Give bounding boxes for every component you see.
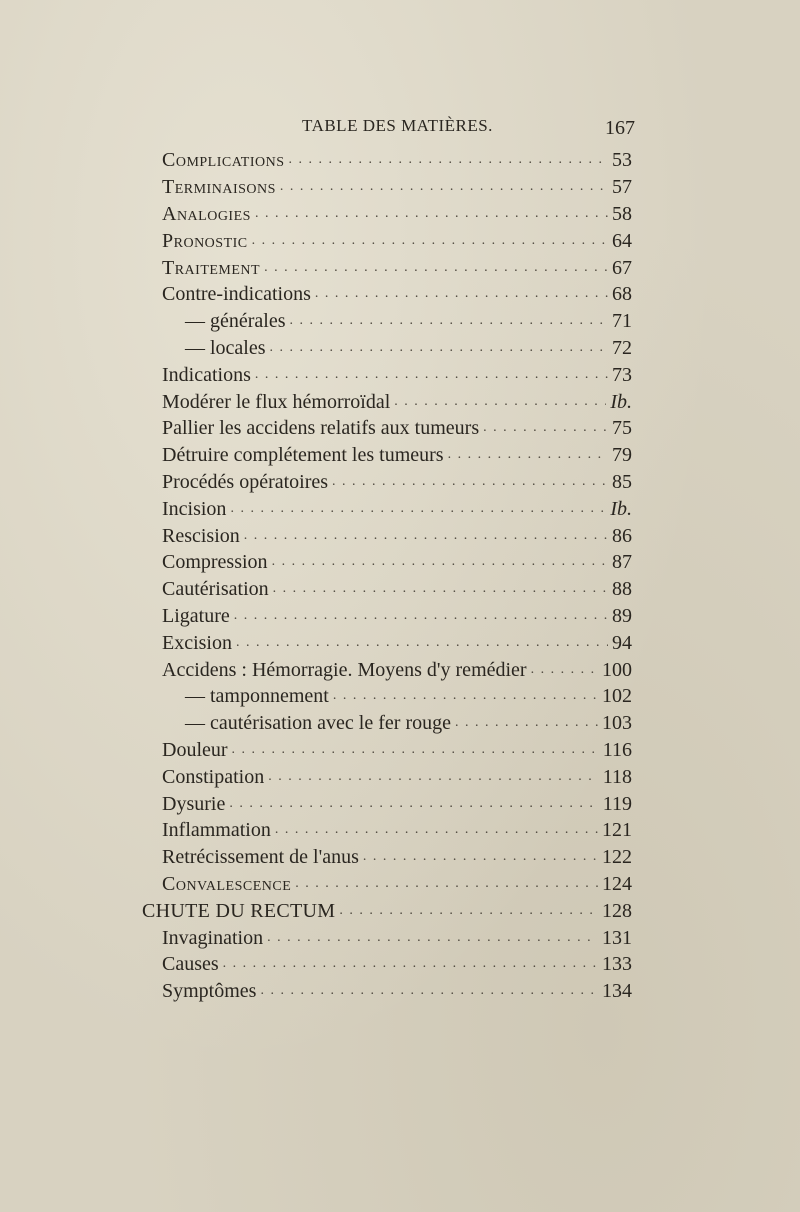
dot-leader (531, 658, 598, 682)
dot-leader (363, 845, 598, 869)
toc-entry-page: 57 (612, 176, 632, 199)
toc-entry (185, 308, 632, 335)
toc-entry-page: 87 (612, 551, 632, 574)
toc-entry-page: 75 (612, 417, 632, 440)
toc-entry-page: 85 (612, 470, 632, 493)
toc-entry-label: — générales (185, 310, 286, 333)
dot-leader (280, 175, 608, 199)
dot-leader (223, 952, 598, 976)
toc-entry-page: 89 (612, 604, 632, 627)
toc-entry (162, 629, 632, 656)
toc-entry-label: Symptômes (162, 980, 257, 1003)
toc-entry-label: Ligature (162, 604, 230, 627)
toc-entry-label: — cautérisation avec le fer rouge (185, 712, 451, 735)
toc-entry-page: 102 (602, 685, 632, 708)
dot-leader (267, 926, 598, 950)
toc-entry-label: Détruire complétement les tumeurs (162, 444, 444, 467)
toc-entry-page: 124 (602, 872, 632, 895)
toc-entry-label: Pronostic (162, 229, 248, 252)
toc-entry (162, 442, 632, 469)
toc-entry-label: Incision (162, 497, 227, 520)
toc-entry (162, 603, 632, 630)
toc-entry (162, 227, 632, 254)
toc-entry (185, 710, 632, 737)
toc-entry (162, 978, 632, 1005)
dot-leader (252, 229, 608, 253)
toc-entry-page: 73 (612, 363, 632, 386)
toc-entry-page: 64 (612, 229, 632, 252)
toc-entry-label: CHUTE DU RECTUM (142, 899, 336, 922)
toc-entry (162, 495, 632, 522)
dot-leader (229, 792, 598, 816)
toc-entry-label: Compression (162, 551, 268, 574)
toc-entry-label: Causes (162, 953, 219, 976)
toc-entry-label: Invagination (162, 926, 264, 949)
toc-entry-page: Ib. (610, 390, 632, 413)
toc-entry-label: Dysurie (162, 792, 226, 815)
toc-entry (162, 951, 632, 978)
toc-entry-page: 118 (602, 765, 632, 788)
dot-leader (339, 899, 598, 923)
toc-entry (162, 254, 632, 281)
toc-entry-label: Retrécissement de l'anus (162, 846, 359, 869)
dot-leader (236, 631, 608, 655)
toc-entry-label: Rescision (162, 524, 240, 547)
toc-entry-page: 53 (612, 149, 632, 172)
toc-entry-page: 116 (602, 738, 632, 761)
toc-entry-label: Pallier les accidens relatifs aux tumeurs (162, 417, 480, 440)
toc-entry-label: — tamponnement (185, 685, 329, 708)
toc-entry-label: Analogies (162, 202, 251, 225)
dot-leader (260, 979, 598, 1003)
toc-entry (162, 361, 632, 388)
toc-entry (162, 817, 632, 844)
toc-entry (162, 576, 632, 603)
dot-leader (272, 550, 608, 574)
toc-entry-page: 131 (602, 926, 632, 949)
dot-leader (244, 524, 608, 548)
dot-leader (270, 336, 608, 360)
toc-entry-label: — locales (185, 336, 266, 359)
dot-leader (255, 363, 608, 387)
toc-entry-page: 100 (602, 658, 632, 681)
toc-entry-label: Contre-indications (162, 283, 311, 306)
dot-leader (394, 390, 606, 414)
toc-entry-page: 133 (602, 953, 632, 976)
toc-entry-page: 58 (612, 202, 632, 225)
dot-leader (483, 416, 608, 440)
toc-entry (162, 147, 632, 174)
dot-leader (268, 765, 599, 789)
running-title: TABLE DES MATIÈRES. (302, 116, 493, 135)
dot-leader (264, 256, 608, 280)
dot-leader (289, 148, 608, 172)
toc-entry-page: 122 (602, 846, 632, 869)
toc-entry-page: 68 (612, 283, 632, 306)
dot-leader (315, 282, 608, 306)
toc-entry (185, 683, 632, 710)
dot-leader (333, 684, 598, 708)
dot-leader (230, 497, 606, 521)
toc-entry (162, 871, 632, 898)
toc-entry-label: Complications (162, 149, 285, 172)
toc-entry-page: 72 (612, 336, 632, 359)
toc-entry (142, 897, 632, 924)
dot-leader (275, 818, 598, 842)
toc-entry-page: 94 (612, 631, 632, 654)
toc-entry (162, 388, 632, 415)
toc-entry-label: Indications (162, 363, 251, 386)
toc-entry-label: Procédés opératoires (162, 470, 329, 493)
toc-entry (185, 335, 632, 362)
toc-entry-page: 119 (602, 792, 632, 815)
toc-entry (162, 924, 632, 951)
toc-entry-label: Inflammation (162, 819, 271, 842)
dot-leader (234, 604, 608, 628)
table-of-contents (0, 147, 800, 1005)
toc-entry (162, 469, 632, 496)
dot-leader (455, 711, 598, 735)
dot-leader (255, 202, 608, 226)
toc-entry-label: Excision (162, 631, 232, 654)
dot-leader (273, 577, 608, 601)
toc-entry-page: 88 (612, 578, 632, 601)
toc-entry-page: 134 (602, 980, 632, 1003)
toc-entry-label: Accidens : Hémorragie. Moyens d'y remédier (162, 658, 527, 681)
toc-entry-page: Ib. (610, 497, 632, 520)
toc-entry-page: 79 (612, 444, 632, 467)
dot-leader (332, 470, 608, 494)
toc-entry-page: 86 (612, 524, 632, 547)
toc-entry (162, 281, 632, 308)
toc-entry (162, 790, 632, 817)
toc-entry (162, 656, 632, 683)
dot-leader (290, 309, 608, 333)
toc-entry-label: Convalescence (162, 872, 292, 895)
toc-entry (162, 522, 632, 549)
toc-entry-page: 128 (602, 899, 632, 922)
toc-entry-label: Terminaisons (162, 176, 276, 199)
toc-entry (162, 201, 632, 228)
toc-entry-label: Constipation (162, 765, 265, 788)
toc-entry-label: Modérer le flux hémorroïdal (162, 390, 391, 413)
toc-entry-label: Traitement (162, 256, 261, 279)
toc-entry (162, 844, 632, 871)
toc-entry (162, 737, 632, 764)
dot-leader (232, 738, 599, 762)
toc-entry-label: Cautérisation (162, 578, 269, 601)
toc-entry-page: 67 (612, 256, 632, 279)
page-header (160, 116, 635, 142)
dot-leader (295, 872, 598, 896)
toc-entry-page: 121 (602, 819, 632, 842)
toc-entry (162, 763, 632, 790)
toc-entry-page: 103 (602, 712, 632, 735)
dot-leader (448, 443, 608, 467)
toc-entry-label: Douleur (162, 738, 228, 761)
toc-entry (162, 415, 632, 442)
toc-entry (162, 174, 632, 201)
toc-entry (162, 549, 632, 576)
toc-entry-page: 71 (612, 310, 632, 333)
page-number: 167 (605, 117, 635, 139)
